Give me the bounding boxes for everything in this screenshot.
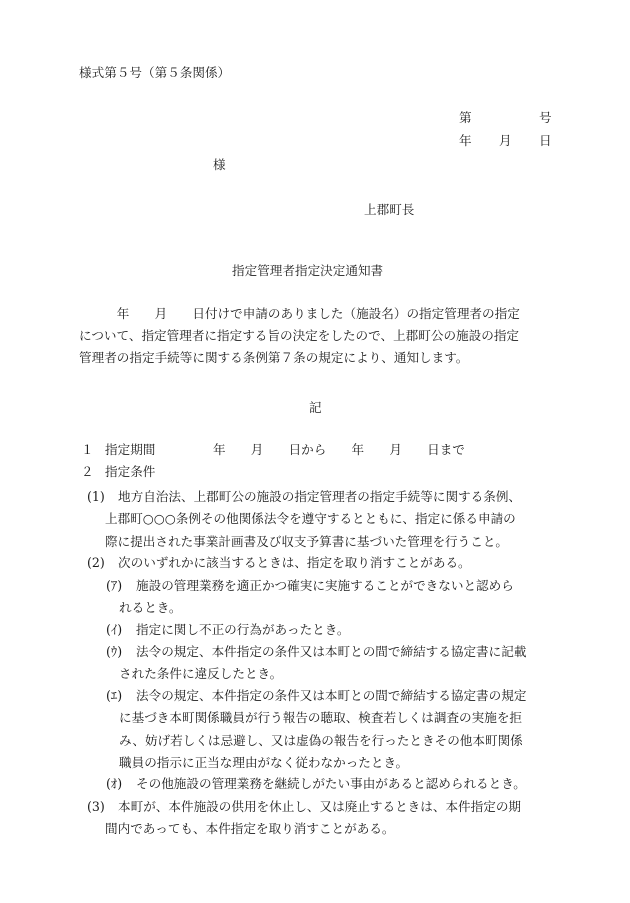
form-label: 様式第５号（第５条関係） (79, 65, 231, 80)
condition-2-c (106, 641, 527, 664)
condition-mark: (ｲ) (106, 622, 123, 637)
addressee-suffix: 様 (213, 157, 226, 172)
section-2-label: 指定条件 (105, 464, 156, 479)
date-year: 年 (459, 133, 472, 148)
condition-text: 本町が、本件施設の供用を休止し、又は廃止するときは、本件指定の期 (118, 799, 521, 814)
condition-text: 指定に関し不正の行為があったとき。 (136, 622, 350, 637)
section-2-number: ２ (81, 464, 94, 479)
date-month: 月 (499, 133, 512, 148)
section-1-number: １ (81, 442, 94, 457)
body-paragraph (79, 303, 554, 369)
condition-text: み、妨げ若しくは忌避し、又は虚偽の報告を行ったときその他本町関係 (119, 732, 523, 748)
condition-text: 職員の指示に正当な理由がなく従わなかったとき。 (119, 755, 409, 770)
section-1-label: 指定期間 (105, 442, 156, 457)
condition-1-continuation (105, 508, 516, 553)
condition-3 (87, 796, 521, 819)
section-1-period: 年 月 日から 年 月 日まで (213, 442, 465, 457)
body-line: について、指定管理者に指定する旨の決定をしたので、上郡町公の施設の指定 (79, 328, 520, 343)
condition-3-continuation (105, 818, 395, 841)
condition-2-a (106, 575, 514, 598)
condition-2-c-continuation (119, 663, 282, 686)
condition-mark: (ｳ) (106, 644, 123, 659)
doc-number-suffix: 号 (539, 110, 552, 125)
condition-1 (87, 486, 521, 509)
document-title: 指定管理者指定決定通知書 (232, 263, 384, 278)
condition-2-d-continuation (119, 707, 523, 775)
condition-text: 法令の規定、本件指定の条件又は本町との間で締結する協定書の規定 (136, 688, 527, 703)
condition-text: された条件に違反したとき。 (119, 666, 283, 681)
condition-2 (87, 552, 471, 575)
condition-mark: (1) (87, 489, 105, 504)
condition-mark: (ｵ) (106, 776, 123, 791)
body-line: 年 月 日付けで申請のありました（施設名）の指定管理者の指定 (79, 306, 520, 321)
body-line: 管理者の指定手続等に関する条例第７条の規定により、通知します。 (79, 350, 469, 365)
condition-text: 次のいずれかに該当するときは、指定を取り消すことがある。 (118, 555, 471, 570)
condition-text: 上郡町○○○条例その他関係法令を遵守するとともに、指定に係る申請の (105, 511, 516, 526)
condition-mark: (2) (87, 555, 105, 570)
doc-number-prefix: 第 (459, 110, 472, 125)
condition-text: れるとき。 (119, 600, 182, 615)
date-day: 日 (539, 133, 552, 148)
condition-text: に基づき本町関係職員が行う報告の聴取、検査若しくは調査の実施を拒 (119, 710, 522, 725)
condition-text: 法令の規定、本件指定の条件又は本町との間で締結する協定書に記載 (136, 644, 527, 659)
condition-text: 地方自治法、上郡町公の施設の指定管理者の指定手続等に関する条例、 (118, 489, 521, 504)
condition-mark: (3) (87, 799, 105, 814)
condition-text: 施設の管理業務を適正かつ確実に実施することができないと認めら (136, 578, 514, 593)
condition-mark: (ｴ) (106, 688, 123, 703)
sender: 上郡町長 (364, 202, 415, 217)
condition-text: 間内であっても、本件指定を取り消すことがある。 (105, 821, 395, 836)
condition-2-a-continuation (119, 597, 181, 620)
condition-mark: (ｱ) (106, 578, 123, 593)
condition-2-b (106, 619, 350, 642)
condition-text: 際に提出された事業計画書及び収支予算書に基づいた管理を行うこと。 (105, 533, 508, 549)
condition-text: その他施設の管理業務を継続しがたい事由があると認められるとき。 (136, 776, 526, 791)
ki-label: 記 (309, 400, 322, 415)
condition-2-e (106, 773, 526, 796)
condition-2-d (106, 685, 527, 708)
